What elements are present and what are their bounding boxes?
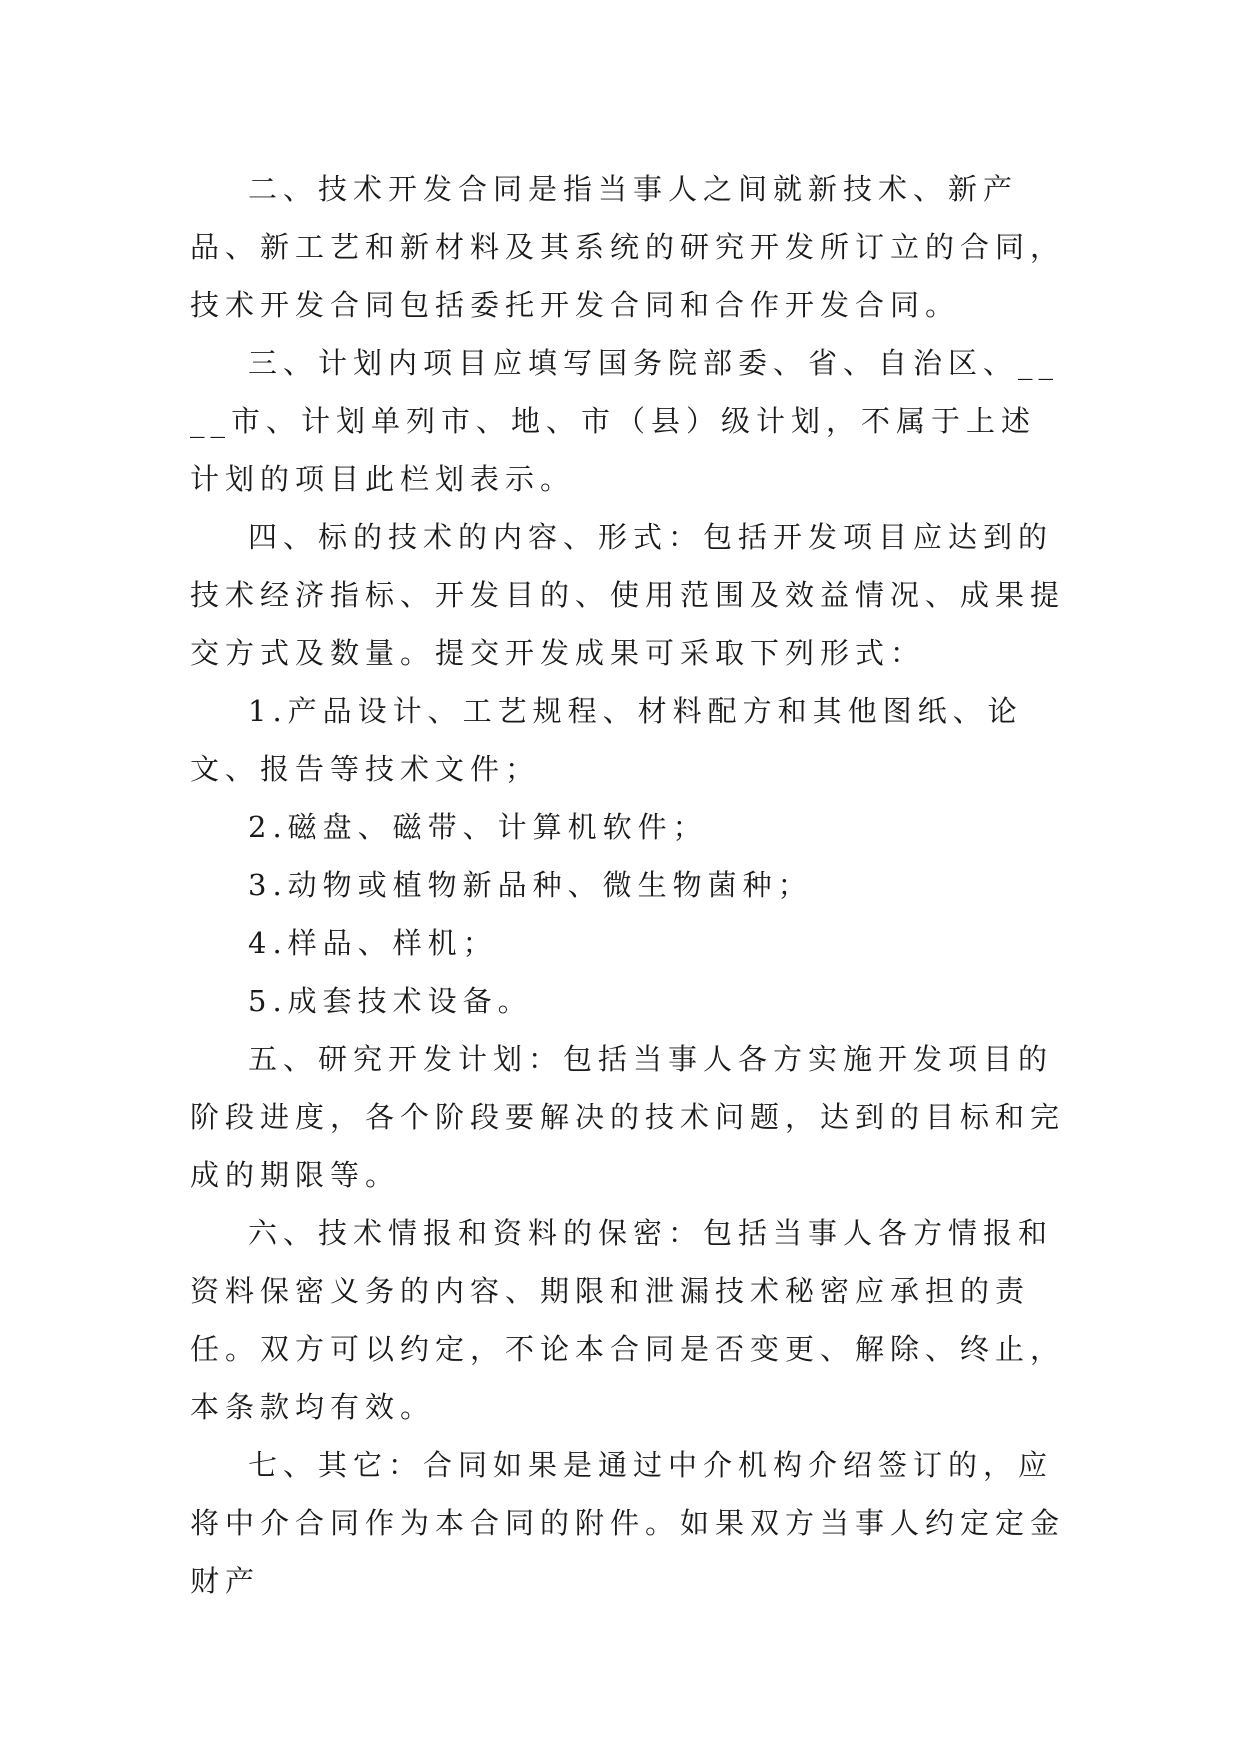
- list-item-2: 2.磁盘、磁带、计算机软件；: [248, 810, 708, 844]
- paragraph-section-5: 五、研究开发计划：包括当事人各方实施开发项目的阶段进度，各个阶段要解决的技术问题，达到的目标和完成的期限等。: [190, 1042, 1066, 1192]
- list-item-5: 5.成套技术设备。: [248, 984, 533, 1018]
- paragraph-section-2: 二、技术开发合同是指当事人之间就新技术、新产品、新工艺和新材料及其系统的研究开发所订立的合同，技术开发合同包括委托开发合同和合作开发合同。: [190, 172, 1066, 322]
- list-item-3: 3.动物或植物新品种、微生物菌种；: [248, 868, 813, 902]
- paragraph-section-6: 六、技术情报和资料的保密：包括当事人各方情报和资料保密义务的内容、期限和泄漏技术秘密应承担的责任。双方可以约定，不论本合同是否变更、解除、终止，本条款均有效。: [190, 1216, 1066, 1424]
- paragraph-section-4: 四、标的技术的内容、形式：包括开发项目应达到的技术经济指标、开发目的、使用范围及效益情况、成果提交方式及数量。提交开发成果可采取下列形式：: [190, 520, 1066, 670]
- paragraph-section-7: 七、其它：合同如果是通过中介机构介绍签订的，应将中介合同作为本合同的附件。如果双方当事人约定定金财产: [190, 1448, 1066, 1598]
- list-item-4: 4.样品、样机；: [248, 926, 498, 960]
- document-page: [190, 160, 1070, 1610]
- paragraph-section-3: 三、计划内项目应填写国务院部委、省、自治区、____市、计划单列市、地、市（县）级计划，不属于上述计划的项目此栏划表示。: [190, 346, 1060, 496]
- list-item-1: 1.产品设计、工艺规程、材料配方和其他图纸、论文、报告等技术文件；: [190, 694, 1023, 786]
